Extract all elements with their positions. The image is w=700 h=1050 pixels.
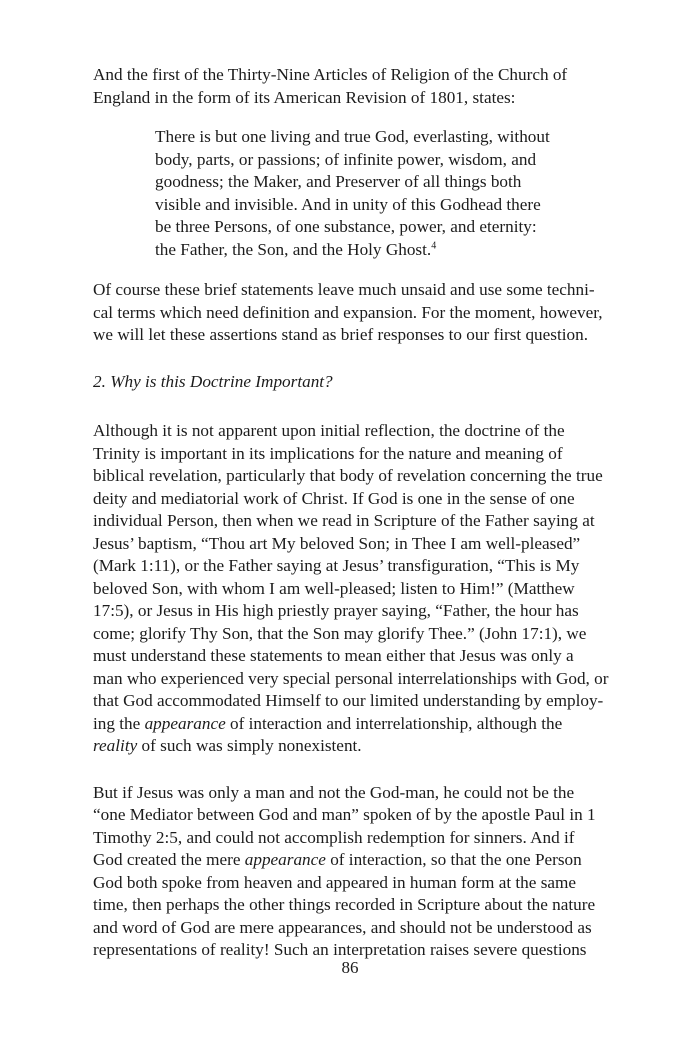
paragraph-2 bbox=[93, 279, 653, 347]
text-line: we will let these assertions stand as brief responses to our first question. bbox=[93, 325, 588, 344]
block-quote bbox=[155, 126, 653, 261]
text-line: biblical revelation, particularly that body of revelation concerning the true bbox=[93, 466, 603, 485]
text-run: of such was simply nonexistent. bbox=[137, 736, 362, 755]
page-body bbox=[93, 64, 653, 962]
quote-line: be three Persons, of one substance, power, and eternity: bbox=[155, 217, 537, 236]
text-line: England in the form of its American Revision of 1801, states: bbox=[93, 87, 516, 107]
text-line: must understand these statements to mean either that Jesus was only a bbox=[93, 646, 574, 665]
footnote-reference: 4 bbox=[431, 239, 437, 251]
text-line: 17:5), or Jesus in His high priestly prayer saying, “Father, the hour has bbox=[93, 601, 579, 620]
text-line: Of course these brief statements leave much unsaid and use some techni- bbox=[93, 280, 595, 299]
text-line: Trinity is important in its implications for the nature and meaning of bbox=[93, 443, 563, 463]
text-line: beloved Son, with whom I am well-pleased; listen to Him!” (Matthew bbox=[93, 578, 575, 598]
quote-line: There is but one living and true God, everlasting, without bbox=[155, 127, 550, 146]
text-line: cal terms which need definition and expansion. For the moment, however, bbox=[93, 302, 603, 322]
text-run: ing the bbox=[93, 713, 145, 733]
text-line: and word of God are mere appearances, and should not be understood as bbox=[93, 917, 592, 937]
text-line: man who experienced very special personal interrelationships with God, or bbox=[93, 668, 609, 688]
text-line: Timothy 2:5, and could not accomplish redemption for sinners. And if bbox=[93, 827, 575, 847]
text-line: And the first of the Thirty-Nine Articles of Religion of the Church of bbox=[93, 65, 568, 84]
paragraph-4 bbox=[93, 782, 653, 962]
text-run: of interaction and interrelationship, although the bbox=[225, 713, 563, 733]
text-line: representations of reality! Such an interpretation raises severe questions bbox=[93, 940, 587, 959]
page-number: 86 bbox=[341, 958, 359, 977]
quote-line: goodness; the Maker, and Preserver of all things both bbox=[155, 172, 522, 191]
text-line bbox=[93, 713, 653, 736]
text-run: God created the mere bbox=[93, 850, 245, 869]
text-line: Jesus’ baptism, “Thou art My beloved Son; in Thee I am well-pleased” bbox=[93, 533, 581, 553]
quote-last-line bbox=[155, 239, 653, 262]
quote-line: body, parts, or passions; of infinite power, wisdom, and bbox=[155, 149, 537, 169]
text-line: God both spoke from heaven and appeared in human form at the same bbox=[93, 872, 577, 892]
text-line: time, then perhaps the other things recorded in Scripture about the nature bbox=[93, 895, 596, 914]
emphasis: reality bbox=[93, 736, 138, 755]
paragraph-3 bbox=[93, 420, 653, 758]
text-line: But if Jesus was only a man and not the God-man, he could not be the bbox=[93, 782, 575, 802]
text-line: Although it is not apparent upon initial reflection, the doctrine of the bbox=[93, 421, 565, 440]
text-run: of interaction, so that the one Person bbox=[325, 850, 582, 869]
text-line bbox=[93, 849, 653, 872]
emphasis: appearance bbox=[244, 850, 326, 869]
quote-line: the Father, the Son, and the Holy Ghost. bbox=[155, 239, 432, 259]
quote-line: visible and invisible. And in unity of this Godhead there bbox=[155, 194, 541, 214]
emphasis: appearance bbox=[144, 713, 226, 733]
text-line: “one Mediator between God and man” spoken of by the apostle Paul in 1 bbox=[93, 805, 596, 824]
text-line bbox=[93, 735, 653, 758]
text-line: that God accommodated Himself to our limited understanding by employ- bbox=[93, 691, 604, 710]
text-line: (Mark 1:11), or the Father saying at Jesus’ transfiguration, “This is My bbox=[93, 556, 580, 575]
text-line: deity and mediatorial work of Christ. If God is one in the sense of one bbox=[93, 488, 575, 508]
section-heading: 2. Why is this Doctrine Important? bbox=[93, 371, 333, 391]
intro-paragraph bbox=[93, 64, 653, 109]
text-line: individual Person, then when we read in Scripture of the Father saying at bbox=[93, 511, 595, 530]
text-line: come; glorify Thy Son, that the Son may glorify Thee.” (John 17:1), we bbox=[93, 623, 587, 643]
